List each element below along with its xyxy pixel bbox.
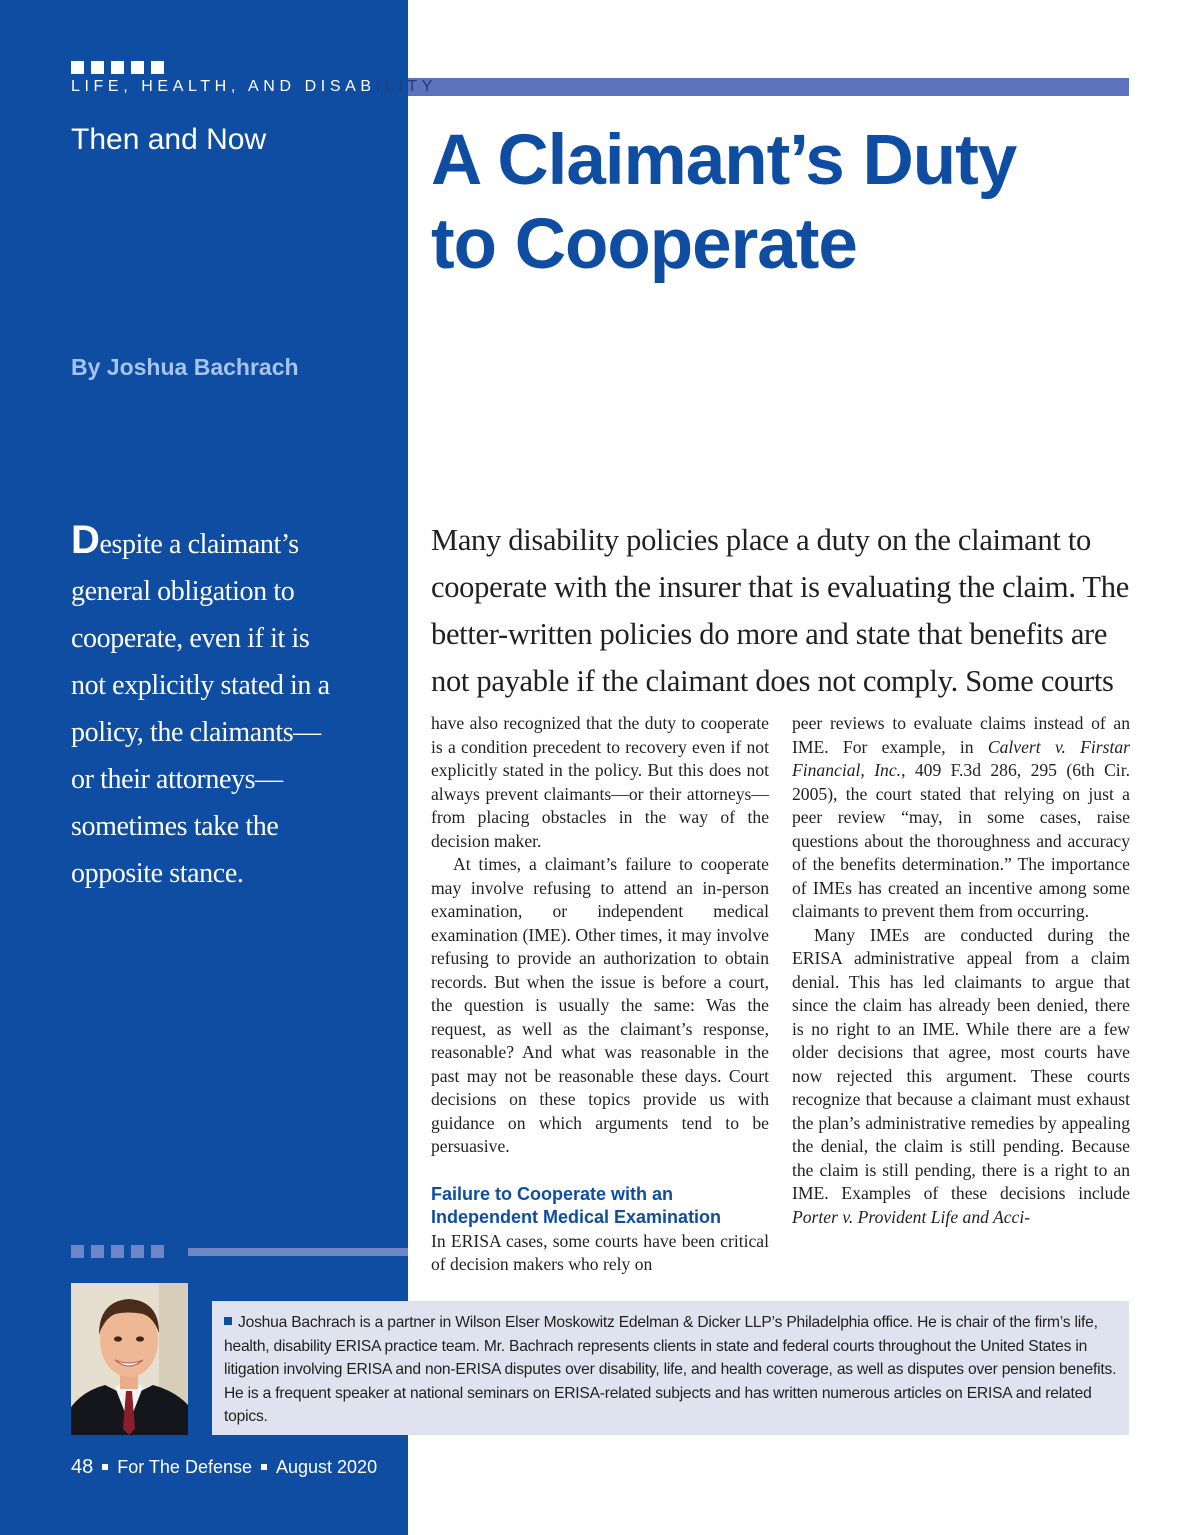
lead-line: cooperate with the insurer that is evaluating the claim. The xyxy=(431,570,1129,604)
case-citation: Porter v. Provident Life and Acci- xyxy=(792,1206,1031,1227)
kicker-bar xyxy=(408,78,1129,96)
section-subhead xyxy=(431,1183,769,1230)
lead-line: Many disability policies place a duty on the claimant to xyxy=(431,523,1091,557)
body-column-right xyxy=(792,712,1130,1229)
pull-quote-line: opposite stance. xyxy=(71,858,244,889)
body-text: peer reviews to evaluate claims instead of an IME. For example, in xyxy=(792,713,1130,757)
column-label: Then and Now xyxy=(71,123,267,156)
body-paragraph: In ERISA cases, some courts have been critical of decision makers who rely on xyxy=(431,1230,769,1274)
drop-cap: D xyxy=(71,518,100,562)
body-paragraph: At times, a claimant’s failure to cooperate may involve refusing to attend an in-person examination, or independent medical examination (IME). Other times, it may involve refusing to provide an authorization to obtain records. But when the issue is before a court, the question is usually the same: Was the request, as well as the claimant’s response, reasonable? And what was reasonable in the past may not be reasonable these days. Court decisions on these topics provide us with guidance on which arguments tend to be persuasive. xyxy=(431,854,769,1156)
page-footer xyxy=(71,1454,377,1480)
kicker-text-overflow: ILITY xyxy=(375,78,437,95)
top-square-ornament xyxy=(71,61,171,74)
lead-line: better-written policies do more and state that benefits are xyxy=(431,617,1108,651)
body-paragraph xyxy=(792,712,1130,924)
body-paragraph xyxy=(792,924,1130,1230)
pull-quote-line: not explicitly stated in a xyxy=(71,670,330,701)
body-paragraph: have also recognized that the duty to cooperate is a condition precedent to recovery even if not explicitly stated in the policy. But this does not always prevent claimants—or their attorneys—from placing obstacles in the way of the decision maker. xyxy=(431,713,769,851)
page-number: 48 xyxy=(71,1456,94,1478)
pull-quote-line: policy, the claimants— xyxy=(71,717,321,748)
subhead-line-1: Failure to Cooperate with an xyxy=(431,1183,674,1204)
pull-quote-line: espite a claimant’s xyxy=(99,529,299,560)
article-title xyxy=(431,119,1151,287)
kicker-text: LIFE, HEALTH, AND DISAB xyxy=(71,78,376,95)
body-text: Many IMEs are conducted during the ERISA administrative appeal from a claim denial. This has led claimants to argue that since the claim has already been denied, there is no right to an IME. While there are a few older decisions that agree, most courts have now rejected this argument. These courts recognize that because a claimant must exhaust the plan’s administrative remedies by appealing the denial, the claim is still pending. Because the claim is still pending, there is a right to an IME. Examples of these decisions include xyxy=(792,924,1130,1203)
byline: By Joshua Bachrach xyxy=(71,354,299,380)
body-text: , 409 F.3d 286, 295 (6th Cir. 2005), the court stated that relying on just a peer review “may, in some cases, raise questions about the thoroughness and accuracy of the benefits determination.” The importance of IMEs has created an incentive among some claimants to prevent them from occurring. xyxy=(792,760,1130,921)
subhead-line-2: Independent Medical Examination xyxy=(431,1207,722,1227)
pull-quote-line: general obligation to xyxy=(71,576,295,607)
pull-quote-line: sometimes take the xyxy=(71,811,279,842)
footer-separator-icon xyxy=(102,1464,108,1470)
title-line-1: A Claimant’s Duty xyxy=(431,121,1017,200)
bottom-ornament-bar xyxy=(188,1248,408,1256)
bottom-square-ornament xyxy=(71,1245,171,1258)
bullet-square-icon xyxy=(224,1317,232,1325)
pull-quote-line: cooperate, even if it is xyxy=(71,623,310,654)
author-photo xyxy=(71,1283,188,1435)
pull-quote xyxy=(71,517,401,897)
section-kicker xyxy=(71,77,437,97)
footer-separator-icon xyxy=(261,1464,267,1470)
publication-name: For The Defense xyxy=(117,1457,252,1477)
body-column-left xyxy=(431,712,769,1277)
title-line-2: to Cooperate xyxy=(431,205,857,284)
lead-paragraph xyxy=(431,517,1131,705)
issue-date: August 2020 xyxy=(276,1457,378,1477)
author-bio-text: Joshua Bachrach is a partner in Wilson Elser Moskowitz Edelman & Dicker LLP’s Philadelphia office. He is chair of the firm’s life, health, disability ERISA practice team. Mr. Bachrach represents clients in state and federal courts throughout the United States in litigation involving ERISA and non-ERISA disputes over disability, life, and health coverage, as well as disputes over pension benefits. He is a frequent speaker at national seminars on ERISA-related subjects and has written numerous articles on ERISA and related topics. xyxy=(224,1314,1117,1426)
case-citation: Calvert v. Firstar Financial, Inc. xyxy=(792,736,1130,780)
pull-quote-line: or their attorneys— xyxy=(71,764,283,795)
lead-line: not payable if the claimant does not comply. Some courts xyxy=(431,664,1114,698)
author-bio xyxy=(224,1311,1119,1429)
